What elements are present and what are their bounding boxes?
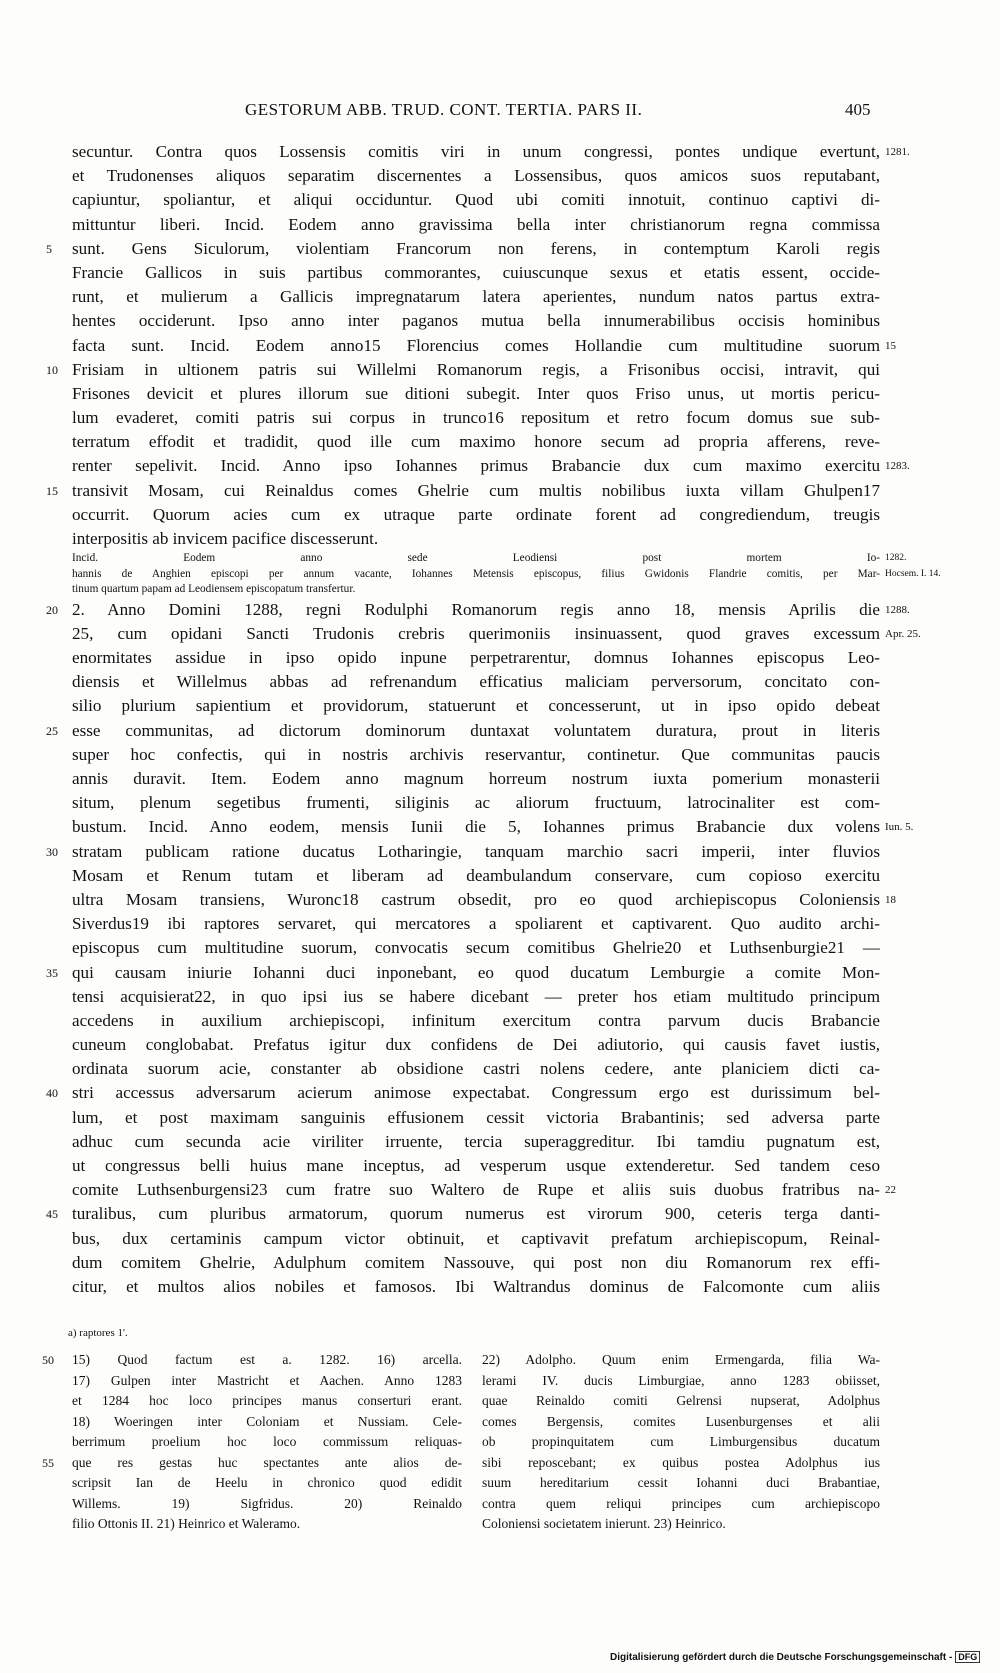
text-line xyxy=(72,646,880,670)
footnote-line: quae Reinaldo comiti Gelrensi nupserat, Adolphus xyxy=(482,1393,880,1408)
footnote-text: 18) Woeringen inter Coloniam et Nussiam. Cele- xyxy=(72,1413,462,1429)
text-line xyxy=(72,767,880,791)
text-line xyxy=(72,1178,896,1202)
footnote-text: 15) Quod factum est a. 1282. 16) arcella. xyxy=(72,1352,462,1367)
incid-note xyxy=(72,551,941,598)
text-line xyxy=(72,1275,880,1299)
line-text: episcopus cum multitudine suorum, convocatis secum comitibus Ghelrie20 et Luthsenburgie21 — xyxy=(72,938,880,958)
line-text: Mosam et Renum tutam et liberam ad deambulandum conservare, cum copioso exercitu xyxy=(72,865,880,885)
text-line xyxy=(72,430,880,454)
footnote-line xyxy=(72,1412,462,1433)
footnote-line: Coloniensi societatem inierunt. 23) Heinrico. xyxy=(482,1516,726,1531)
line-text: ordinata suorum acie, constanter ab obsidione castri nolens cedere, ante planiciem dicti ca- xyxy=(72,1059,880,1079)
footnote-line xyxy=(72,1494,462,1515)
line-text: transivit Mosam, cui Reinaldus comes Ghelrie cum multis nobilibus iuxta villam Ghulpen17 xyxy=(72,480,880,500)
line-number: 15 xyxy=(46,483,58,498)
line-text: facta sunt. Incid. Eodem anno15 Florencius comes Hollandie cum multitudine suorum xyxy=(72,335,880,355)
text-line xyxy=(72,213,880,237)
text-line xyxy=(72,670,880,694)
line-text: lum, et post maximam sanguinis effusionem cessit victoria Brabantinis; sed adversa parte xyxy=(72,1107,880,1127)
footnote-line xyxy=(42,1453,462,1474)
line-number: 30 xyxy=(46,844,58,859)
footnote-line xyxy=(72,1432,462,1453)
line-text: bus, dux certaminis campum victor obtinuit, et captivavit prefatum archiepiscopum, Reinal- xyxy=(72,1228,880,1248)
line-number: 55 xyxy=(42,1455,54,1470)
footnote-text: berrimum proelium hoc loco commissum reliquas- xyxy=(72,1434,462,1449)
text-line xyxy=(72,164,880,188)
text-line xyxy=(46,840,880,864)
line-text: ultra Mosam transiens, Wuronc18 castrum obsedit, pro eo quod archiepiscopus Coloniensis xyxy=(72,889,880,909)
line-text: esse communitas, ad dictorum dominorum duntaxat voluntatem duratura, prout in literis xyxy=(72,720,880,740)
text-line xyxy=(72,743,880,767)
line-text: enormitates assidue in ipso opido inpune perpetrarentur, domnus Iohannes episcopus Leo- xyxy=(72,648,880,668)
text-line xyxy=(46,1202,880,1226)
line-text: hentes occiderunt. Ipso anno inter paganos mutua bella innumerabilibus occisis hominibus xyxy=(72,311,880,331)
line-number: 20 xyxy=(46,602,58,617)
margin-note: 1282. xyxy=(885,553,907,564)
margin-note: Iun. 5. xyxy=(885,821,914,834)
line-text: stratam publicam ratione ducatus Lotharingie, tanquam marchio sacri imperii, inter fluvios xyxy=(72,841,880,861)
text-line xyxy=(72,1154,880,1178)
line-text: 2. Anno Domini 1288, regni Rodulphi Romanorum regis anno 18, mensis Aprilis die xyxy=(72,599,880,619)
text-line xyxy=(72,309,880,333)
footnotes-right-column xyxy=(482,1350,880,1535)
margin-note: 1288. xyxy=(885,603,910,616)
line-text: terratum effodit et tradidit, quod ille cum maximo honore secum ad propria afferens, reve- xyxy=(72,432,880,452)
footnote-line xyxy=(72,1391,462,1412)
margin-note: 1283. xyxy=(885,460,910,473)
line-text: qui causam iniurie Iohanni duci inponebant, eo quod ducatum Lemburgie a comite Mon- xyxy=(72,962,880,982)
line-text: stri accessus adversarum acierum animose expectabat. Congressum ergo est durissimum bel- xyxy=(72,1083,880,1103)
line-text: runt, et mulierum a Gallicis impregnatarum latera aperientes, nundum natos partus extra- xyxy=(72,287,880,307)
text-line xyxy=(72,1106,880,1130)
line-text: super hoc confectis, qui in nostris archivis reservantur, continetur. Que communitas paucis xyxy=(72,744,880,764)
running-header xyxy=(0,100,1000,128)
line-text: annis duravit. Item. Eodem anno magnum horreum nostrum iuxta pomerium monasterii xyxy=(72,769,880,788)
line-text: adhuc cum secunda acie viriliter irruente, tercia superaggreditur. Ibi tamdiu pugnatum est, xyxy=(72,1131,880,1151)
text-line xyxy=(72,1227,880,1251)
line-text: capiuntur, spoliantur, et aliqui occiduntur. Quod ubi comiti innotuit, continuo captivi di- xyxy=(72,190,880,210)
text-line xyxy=(72,406,880,430)
text-line xyxy=(72,503,880,527)
margin-note: 18 xyxy=(885,893,896,906)
footnote-line: suum hereditarium cessit Iohanni duci Brabantiae, xyxy=(482,1475,880,1490)
footnote-text: que res gestas huc spectantes ante alios de- xyxy=(72,1454,462,1470)
text-line xyxy=(46,358,880,382)
footnote-line: ob propinquitatem cum Limburgensibus ducatum xyxy=(482,1434,880,1449)
line-text: bustum. Incid. Anno eodem, mensis Iunii die 5, Iohannes primus Brabancie dux volens xyxy=(72,817,880,837)
digitization-credit xyxy=(610,1651,980,1663)
footnote-text: 17) Gulpen inter Mastricht et Aachen. Anno 1283 xyxy=(72,1372,462,1388)
text-line xyxy=(46,598,910,622)
text-line xyxy=(72,985,880,1009)
text-line xyxy=(72,622,921,646)
line-text: silio plurium sapientium et providorum, statuerunt et concesserunt, ut in ipso opido debeat xyxy=(72,696,880,716)
line-text: secuntur. Contra quos Lossensis comitis viri in unum congressi, pontes undique evertunt, xyxy=(72,142,880,161)
line-text: et Trudonenses aliquos separatim discernentes a Lossensibus, quos amicos suos reputabant, xyxy=(72,166,880,186)
text-line xyxy=(72,864,880,888)
text-line xyxy=(72,1251,880,1275)
text-line xyxy=(72,1033,880,1057)
footnote-text: Willems. 19) Sigfridus. 20) Reinaldo xyxy=(72,1495,462,1511)
line-text: Siverdus19 ibi raptores servaret, qui mercatores a spoliarent et captivarent. Quo audito archi- xyxy=(72,914,880,934)
line-text: mittuntur liberi. Incid. Eodem anno gravissima bella inter christianorum regna commissa xyxy=(72,214,880,234)
margin-note: Apr. 25. xyxy=(885,627,921,640)
text-line xyxy=(72,1130,880,1154)
text-line xyxy=(72,582,880,598)
line-number: 40 xyxy=(46,1086,58,1101)
page-title: GESTORUM ABB. TRUD. CONT. TERTIA. PARS II. xyxy=(245,100,643,119)
text-line xyxy=(72,1057,880,1081)
text-line xyxy=(72,936,880,960)
text-line xyxy=(72,334,896,358)
text-line xyxy=(72,285,880,309)
line-text: comite Luthsenburgensi23 cum fratre suo Waltero de Rupe et aliis suis duobus fratribus na- xyxy=(72,1180,880,1200)
footnote-line xyxy=(72,1514,462,1535)
line-text: turalibus, cum pluribus armatorum, quorum numerus est virorum 900, ceteris terga danti- xyxy=(72,1204,880,1224)
line-text: citur, et multos alios nobiles et famosos. Ibi Waltrandus dominus de Falcomonte cum aliis xyxy=(72,1276,880,1296)
line-text: Frisones devicit et plures illorum sue ditioni subegit. Inter quos Friso unus, ut mortis pericu- xyxy=(72,383,880,403)
text-line xyxy=(72,188,880,212)
margin-note: 15 xyxy=(885,339,896,352)
footnote-line: 22) Adolpho. Quum enim Ermengarda, filia Wa- xyxy=(482,1352,880,1367)
text-line xyxy=(46,719,880,743)
footnote-line: contra quem reliqui principes cum archiepiscopo xyxy=(482,1495,880,1511)
line-number: 50 xyxy=(42,1353,54,1367)
line-number: 5 xyxy=(46,241,52,256)
text-line xyxy=(72,791,880,815)
text-line xyxy=(72,912,880,936)
line-text: Frisiam in ultionem patris sui Willelmi Romanorum regis, a Frisonibus occisi, intravit, qui xyxy=(72,359,880,379)
footnote-line xyxy=(72,1371,462,1392)
footnote-line: comes Bergensis, comites Lusenburgenses et alii xyxy=(482,1413,880,1429)
credit-text: Digitalisierung gefördert durch die Deutsche Forschungsgemeinschaft - xyxy=(610,1652,953,1663)
text-line xyxy=(72,382,880,406)
footnote-text: scripsit Ian de Heelu in chronico quod edidit xyxy=(72,1475,462,1490)
line-text: situm, plenum segetibus frumenti, siliginis ac aliorum fructuum, latrocinaliter est com- xyxy=(72,793,880,813)
margin-note: 22 xyxy=(885,1184,896,1197)
line-text: sunt. Gens Siculorum, violentiam Francorum non ferens, in contemptum Karoli regis xyxy=(72,238,880,258)
text-line xyxy=(72,1009,880,1033)
line-number: 45 xyxy=(46,1207,58,1222)
footnote-line xyxy=(72,1473,462,1494)
footnote-text: filio Ottonis II. 21) Heinrico et Waleramo. xyxy=(72,1516,301,1531)
line-text: Incid. Eodem anno sede Leodiensi post mortem Io- xyxy=(72,552,880,565)
textual-note-a: a) raptores 1'. xyxy=(68,1327,128,1339)
footnote-text: et 1284 hoc loco principes manus conserturi erant. xyxy=(72,1393,462,1408)
text-line xyxy=(46,237,880,261)
footnote-line: sibi reposcebant; ex quibus postea Adolphus ius xyxy=(482,1454,880,1470)
text-line xyxy=(72,527,880,551)
line-text: diensis et Willelmus abbas ad refrenandum efficatius maliciam perversorum, concitato con- xyxy=(72,672,880,692)
text-line xyxy=(46,961,880,985)
line-number: 10 xyxy=(46,362,58,377)
line-text: 25, cum opidani Sancti Trudonis crebris querimoniis insinuassent, quod graves excessum xyxy=(72,623,880,643)
footnotes-left-column xyxy=(42,1350,462,1535)
text-line xyxy=(72,454,910,478)
line-number: 35 xyxy=(46,965,58,980)
main-text xyxy=(46,140,941,1299)
paragraph-2 xyxy=(46,598,921,1299)
text-line xyxy=(46,479,880,503)
line-number: 25 xyxy=(46,723,58,738)
line-text: accedens in auxilium archiepiscopi, infinitum exercitum contra parvum ducis Brabancie xyxy=(72,1010,880,1030)
text-line xyxy=(72,140,910,164)
text-line xyxy=(46,1081,880,1105)
line-text: tensi acquisierat22, in quo ipsi ius se habere dicebant — preter hos etiam multitudo principum xyxy=(72,986,880,1006)
line-text: tinum quartum papam ad Leodiensem episcopatum transfertur. xyxy=(72,583,356,596)
page-number: 405 xyxy=(845,100,871,119)
text-line xyxy=(72,815,914,839)
line-text: ut congressus belli huius mane inceptus, ad vesperum usque extenderetur. Sed tandem ceso xyxy=(72,1156,880,1175)
paragraph-1 xyxy=(46,140,910,551)
text-line xyxy=(72,261,880,285)
text-line xyxy=(72,567,941,583)
margin-note: 1281. xyxy=(885,146,910,158)
dfg-logo: DFG xyxy=(955,1651,980,1663)
line-text: occurrit. Quorum acies cum ex utraque parte ordinate forent ad congrediendum, treugis xyxy=(72,504,880,524)
footnote-line: lerami IV. ducis Limburgiae, anno 1283 obiisset, xyxy=(482,1372,880,1388)
line-text: Francie Gallicos in suis partibus commorantes, cuiuscunque sexus et etatis essent, occide- xyxy=(72,262,880,282)
text-line xyxy=(72,888,896,912)
text-line xyxy=(72,694,880,718)
line-text: dum comitem Ghelrie, Adulphum comitem Nassouve, qui post non diu Romanorum rex effi- xyxy=(72,1252,880,1272)
line-text: renter sepelivit. Incid. Anno ipso Iohannes primus Brabancie dux cum maximo exercitu xyxy=(72,456,880,476)
line-text: lum evaderet, comiti patris sui corpus in trunco16 repositum et retro focum domus sue sub- xyxy=(72,408,880,428)
line-text: hannis de Anghien episcopi per annum vacante, Iohannes Metensis episcopus, filius Gwidonis Flandrie comitis, per Mar- xyxy=(72,567,880,580)
line-text: cuneum conglobabat. Prefatus igitur dux confidens de Dei adiutorio, qui causis favet iustis, xyxy=(72,1035,880,1055)
margin-note: Hocsem. I. 14. xyxy=(885,568,941,579)
line-text: interpositis ab invicem pacifice discesserunt. xyxy=(72,529,379,548)
footnote-line xyxy=(42,1350,462,1371)
text-line xyxy=(72,551,907,567)
